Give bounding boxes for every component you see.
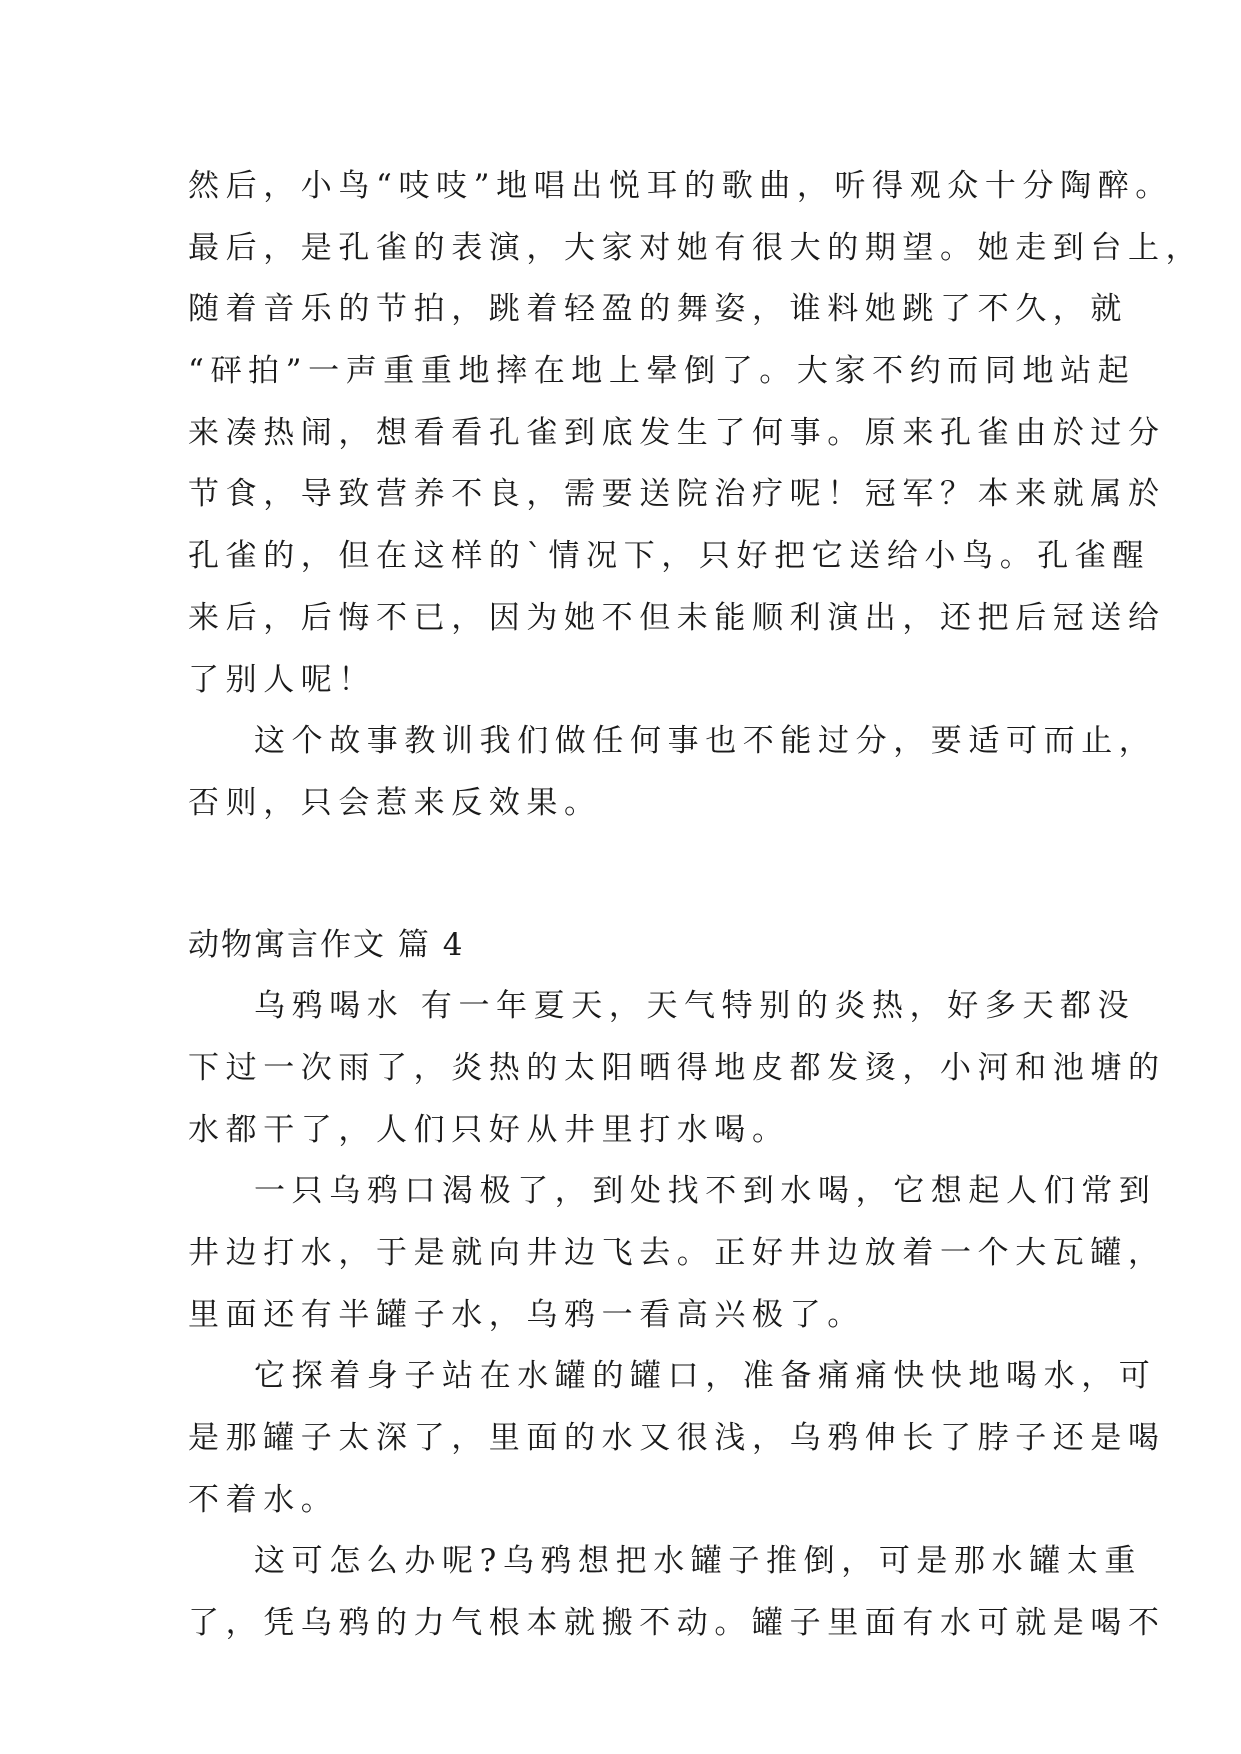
paragraph-crow-thirsty <box>188 1161 1166 1346</box>
text-line: “砰拍”一声重重地摔在地上晕倒了。大家不约而同地站起 <box>188 353 1136 390</box>
text-line: 这可怎么办呢?乌鸦想把水罐子推倒，可是那水罐太重 <box>254 1543 1143 1580</box>
text-line: 井边打水，于是就向井边飞去。正好井边放着一个大瓦罐， <box>188 1235 1166 1271</box>
text-line: 水都干了，人们只好从井里打水喝。 <box>188 1111 790 1148</box>
document-page <box>188 156 1204 1655</box>
text-line: 一只乌鸦口渴极了，到处找不到水喝，它想起人们常到 <box>254 1173 1157 1210</box>
section-heading: 动物寓言作文 篇 4 <box>188 926 465 963</box>
text-line: 里面还有半罐子水，乌鸦一看高兴极了。 <box>188 1296 865 1333</box>
paragraph-peacock-story-end <box>188 156 1204 711</box>
text-line: 这个故事教训我们做任何事也不能过分，要适可而止， <box>254 723 1157 760</box>
text-line: 随着音乐的节拍，跳着轻盈的舞姿，谁料她跳了不久，就 <box>188 291 1128 328</box>
text-line: 孔雀的，但在这样的`情况下，只好把它送给小鸟。孔雀醒 <box>188 538 1151 575</box>
text-line: 来凑热闹，想看看孔雀到底发生了何事。原来孔雀由於过分 <box>188 414 1166 451</box>
text-line: 下过一次雨了，炎热的太阳晒得地皮都发烫，小河和池塘的 <box>188 1049 1166 1086</box>
text-line: 然后，小鸟“吱吱”地唱出悦耳的歌曲，听得观众十分陶醉。 <box>188 168 1173 204</box>
text-line: 最后，是孔雀的表演，大家对她有很大的期望。她走到台上， <box>188 229 1204 266</box>
text-line: 是那罐子太深了，里面的水又很浅，乌鸦伸长了脖子还是喝 <box>188 1420 1166 1457</box>
paragraph-crow-jar <box>188 1346 1166 1531</box>
text-line: 乌鸦喝水 有一年夏天，天气特别的炎热，好多天都没 <box>254 988 1136 1025</box>
text-line: 来后，后悔不已，因为她不但未能顺利演出，还把后冠送给 <box>188 599 1166 636</box>
text-line: 了别人呢！ <box>188 661 376 698</box>
text-line: 否则，只会惹来反效果。 <box>188 784 602 821</box>
section-spacer <box>188 835 1068 915</box>
text-line: 了，凭乌鸦的力气根本就搬不动。罐子里面有水可就是喝不 <box>188 1605 1166 1642</box>
text-line: 它探着身子站在水罐的罐口，准备痛痛快快地喝水，可 <box>254 1358 1157 1395</box>
text-line: 不着水。 <box>188 1481 339 1518</box>
text-line: 节食，导致营养不良，需要送院治疗呢！冠军？本来就属於 <box>188 476 1166 513</box>
paragraph-moral <box>188 711 1157 834</box>
paragraph-crow-problem <box>188 1531 1166 1654</box>
paragraph-crow-intro <box>188 976 1166 1161</box>
